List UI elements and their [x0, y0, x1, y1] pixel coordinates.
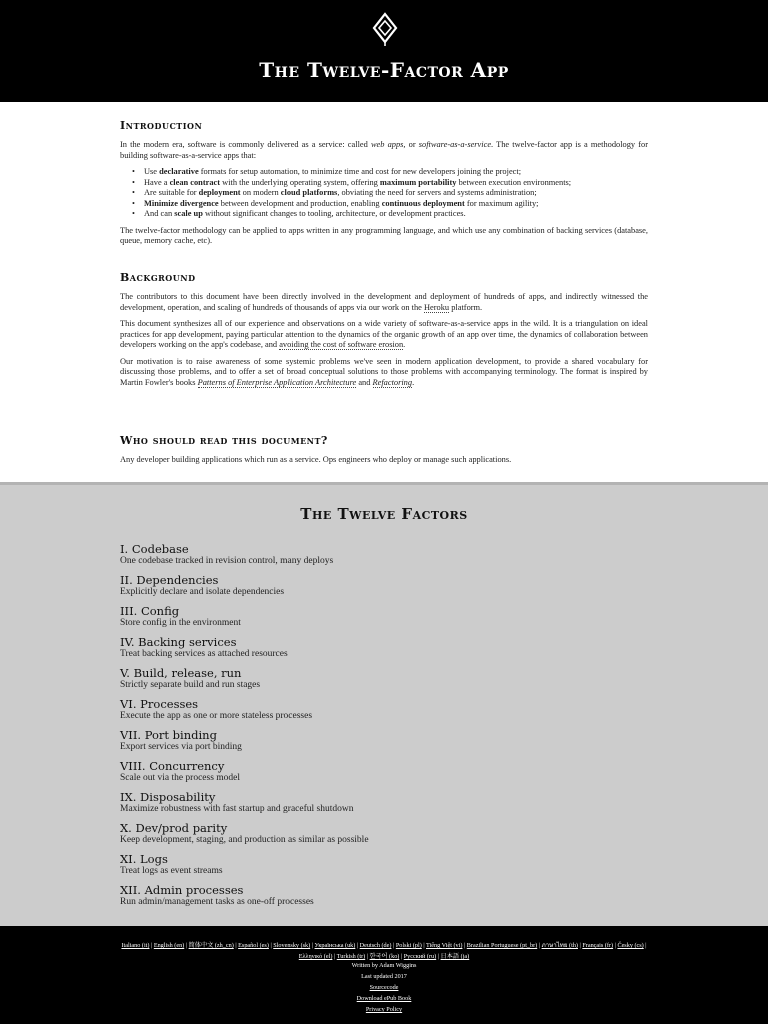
language-link[interactable]: 한국어 (ko)	[369, 953, 400, 960]
audience-heading: Who should read this document?	[120, 434, 328, 447]
language-link[interactable]: Turkish (tr)	[336, 953, 366, 960]
software-erosion-link[interactable]: avoiding the cost of software erosion	[279, 340, 404, 349]
introduction-heading: Introduction	[120, 119, 203, 132]
factor-item	[120, 574, 660, 598]
methodology-paragraph: The twelve-factor methodology can be applied to apps written in any programming language, and which use any combination of backing services (database, queue, memory cache, etc).	[120, 225, 648, 245]
factor-link[interactable]: X. Dev/prod parity	[120, 821, 228, 835]
factor-link[interactable]: I. Codebase	[120, 542, 189, 556]
language-link[interactable]: Ελληνικό (el)	[298, 953, 333, 960]
last-updated: Last updated 2017	[361, 973, 407, 980]
factor-description: Strictly separate build and run stages	[120, 680, 261, 690]
factor-item	[120, 822, 660, 846]
introduction-block	[120, 119, 648, 247]
site-header	[0, 0, 768, 102]
factor-link[interactable]: XII. Admin processes	[120, 883, 244, 897]
factor-description: Run admin/management tasks as one-off processes	[120, 897, 314, 907]
language-list-2: Ελληνικό (el) | Turkish (tr) | 한국어 (ko) | Русский (ru) | 日本語 (ja)	[298, 953, 470, 960]
footer-link-row	[0, 984, 768, 991]
language-link[interactable]: Italiano (it)	[121, 942, 150, 949]
background-paragraph-3: Our motivation is to raise awareness of some systemic problems we've seen in modern application development, to provide a shared vocabulary for discussing those problems, and to offer a set of broad conceptual solutions to those problems with accompanying terminology. The format is inspired by Martin Fowler's books Patterns of Enterprise Application Architecture and Refactoring.	[120, 356, 648, 387]
language-list-1: Italiano (it) | English (en) | 简体中文 (zh_cn) | Español (es) | Slovensky (sk) | Українська (uk) | Deutsch (de) | Polski (pl) | Tiếng Việt (vi) | Brazilian Portuguese (pt_br) | ภาษาไทย (th) | Français (fr) | Česky (cs) |	[121, 942, 647, 949]
introduction-bullet-list	[120, 167, 648, 220]
list-item: • Are suitable for deployment on modern cloud platforms, obviating the need for servers and systems administration;	[120, 188, 648, 199]
background-block	[120, 271, 648, 388]
author-credit: Written by Adam Wiggins	[351, 962, 417, 969]
language-link[interactable]: 简体中文 (zh_cn)	[188, 942, 234, 949]
factor-description: Execute the app as one or more stateless processes	[120, 711, 313, 721]
factor-link[interactable]: VIII. Concurrency	[120, 759, 225, 773]
twelve-factors-heading: The Twelve Factors	[300, 505, 468, 523]
factor-item	[120, 729, 660, 753]
refactoring-book-link[interactable]: Refactoring	[372, 377, 413, 387]
twelve-factor-logo-icon[interactable]	[372, 12, 398, 48]
factor-description: One codebase tracked in revision control, many deploys	[120, 556, 334, 566]
language-link[interactable]: Français (fr)	[582, 942, 614, 949]
list-item: • Use declarative formats for setup automation, to minimize time and cost for new developers joining the project;	[120, 167, 648, 178]
epub-download-link[interactable]: Download ePub Book	[356, 995, 412, 1002]
introduction-paragraph: In the modern era, software is commonly delivered as a service: called web apps, or software-as-a-service. The twelve-factor app is a methodology for building software-as-a-service apps that:	[120, 140, 649, 160]
factor-item	[120, 698, 660, 722]
factor-link[interactable]: V. Build, release, run	[120, 666, 242, 680]
factor-link[interactable]: XI. Logs	[120, 852, 168, 866]
language-link[interactable]: 日本語 (ja)	[440, 953, 470, 960]
factor-description: Explicitly declare and isolate dependencies	[120, 587, 285, 597]
factor-description: Export services via port binding	[120, 742, 242, 752]
factor-link[interactable]: VI. Processes	[120, 697, 199, 711]
factor-description: Treat logs as event streams	[120, 866, 223, 876]
site-title[interactable]: The Twelve-Factor App	[259, 58, 509, 82]
factor-description: Keep development, staging, and production as similar as possible	[120, 835, 369, 845]
factor-link[interactable]: IX. Disposability	[120, 790, 216, 804]
background-heading: Background	[120, 271, 196, 284]
factor-link[interactable]: II. Dependencies	[120, 573, 219, 587]
factor-item	[120, 760, 660, 784]
list-item: • Have a clean contract with the underlying operating system, offering maximum portability between execution environments;	[120, 178, 648, 189]
background-paragraph-2: This document synthesizes all of our experience and observations on a wide variety of software-as-a-service apps in the wild. It is a triangulation on ideal practices for app development, paying particular attention to the dynamics of the organic growth of an app over time, the dynamics of collaboration between developers working on the app's codebase, and avoiding the cost of software erosion.	[120, 319, 648, 349]
factor-item	[120, 636, 660, 660]
factor-description: Scale out via the process model	[120, 773, 241, 783]
factor-item	[120, 791, 660, 815]
footer-link-row	[0, 995, 768, 1002]
factor-item	[120, 884, 660, 908]
language-link[interactable]: Brazilian Portuguese (pt_br)	[466, 942, 538, 949]
factor-item	[120, 667, 660, 691]
factor-link[interactable]: IV. Backing services	[120, 635, 237, 649]
language-link[interactable]: English (en)	[153, 942, 185, 949]
audience-block	[120, 434, 648, 466]
language-link[interactable]: Українська (uk)	[314, 942, 356, 949]
list-item: • And can scale up without significant changes to tooling, architecture, or development practices.	[120, 209, 648, 220]
factor-description: Treat backing services as attached resources	[120, 649, 288, 659]
site-footer	[0, 926, 768, 1024]
language-link[interactable]: ภาษาไทย (th)	[541, 942, 578, 949]
list-item: • Minimize divergence between development and production, enabling continuous deployment for maximum agility;	[120, 199, 648, 210]
language-link[interactable]: Česky (cs)	[617, 942, 644, 949]
privacy-policy-link[interactable]: Privacy Policy	[365, 1006, 403, 1013]
background-paragraph-1: The contributors to this document have been directly involved in the development and deployment of hundreds of apps, and indirectly witnessed the development, operation, and scaling of hundreds of thousands of apps via our work on the Heroku platform.	[120, 292, 648, 312]
footer-link-row	[0, 1006, 768, 1013]
factor-description: Maximize robustness with fast startup and graceful shutdown	[120, 804, 354, 814]
factor-item	[120, 853, 660, 877]
language-link[interactable]: Slovensky (sk)	[273, 942, 311, 949]
audience-paragraph: Any developer building applications which run as a service. Ops engineers who deploy or manage such applications.	[120, 455, 512, 464]
intro-section	[0, 102, 768, 482]
factor-link[interactable]: VII. Port binding	[120, 728, 217, 742]
language-link[interactable]: Español (es)	[238, 942, 269, 949]
language-link[interactable]: Tiếng Việt (vi)	[426, 942, 463, 949]
factor-item	[120, 543, 660, 567]
peaa-book-link[interactable]: Patterns of Enterprise Application Architecture	[197, 377, 357, 387]
twelve-factors-section	[0, 482, 768, 926]
language-link[interactable]: Русский (ru)	[403, 953, 437, 960]
factor-link[interactable]: III. Config	[120, 604, 180, 618]
sourcecode-link[interactable]: Sourcecode	[369, 984, 399, 991]
language-link[interactable]: Polski (pl)	[395, 942, 422, 949]
factor-item	[120, 605, 660, 629]
factor-description: Store config in the environment	[120, 618, 241, 628]
heroku-link[interactable]: Heroku	[424, 302, 450, 312]
language-link[interactable]: Deutsch (de)	[359, 942, 392, 949]
